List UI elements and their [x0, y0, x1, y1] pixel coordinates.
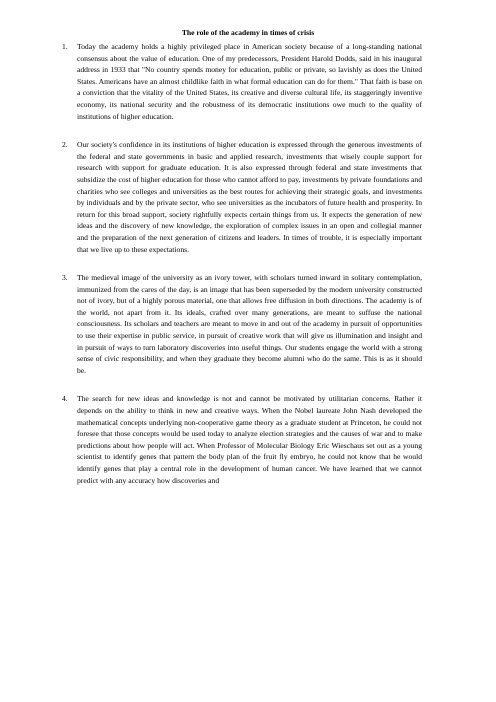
list-item [62, 41, 422, 122]
item-number: 2. [62, 140, 68, 150]
paragraph: The search for new ideas and knowledge is not and cannot be motivated by utilitarian concerns. Rather it depends on the ability to think in new and creative ways. When the Nobel laureate John Nash developed the mathematical concepts underlying non-cooperative game theory as a graduate student at Princeton, he could not foresee that those concepts would be used today to analyze election strategies and the causes of war and to make predictions about how people will act. When Professor of Molecular Biology Eric Wieschaus set out as a young scientist to identify genes that pattern the body plan of the fruit fly embryo, he could not know that he would identify genes that play a central role in the development of human cancer. We have learned that we cannot predict with any accuracy how discoveries and [77, 394, 422, 485]
paragraph: Today the academy holds a highly privileged place in American society because of a long-standing national consensus about the value of education. One of my predecessors, President Harold Dodds, said in his inaugural address in 1933 that "No country spends money for education, public or private, so lavishly as does the United States. Americans have an almost childlike faith in what formal education can do for them." That faith is base on a conviction that the vitality of the United States, its creative and diverse cultural life, its staggeringly inventive economy, its national security and the robustness of its democratic institutions owe much to the quality of institutions of higher education. [77, 42, 422, 121]
paragraph: The medieval image of the university as an ivory tower, with scholars turned inward in solitary contemplation, immunized from the cares of the day, is an image that has been superseded by the modern university constructed not of ivory, but of a highly porous material, one that allows free diffusion in both directions. The academy is of the world, not apart from it. Its ideals, crafted over many generations, are meant to suffuse the national consciousness. Its scholars and teachers are meant to move in and out of the academy in pursuit of opportunities to use their expertise in public service, in pursuit of creative work that will give us illumination and insight and in pursuit of ways to turn laboratory discoveries into useful things. Our students engage the world with a strong sense of civic responsibility, and when they graduate they become alumni who do the same. This is as it should be. [77, 273, 422, 375]
numbered-list [62, 41, 422, 486]
item-number: 1. [62, 42, 68, 51]
list-item [62, 139, 422, 255]
document-title: The role of the academy in times of crisis [181, 28, 315, 37]
list-item [62, 393, 422, 486]
list-item [62, 272, 422, 376]
paragraph: Our society's confidence in its institutions of higher education is expressed through the generous investments of the federal and state governments in basic and applied research, investments that wisely couple support for research with support for graduate education. It is also expressed through federal and state investments that subsidize the cost of higher education for those who cannot afford to pay, investments by private foundations and charities who see colleges and universities as the best routes for achieving their strategic goals, and investments by individuals and by the private sector, who see universities as the incubators of future health and prosperity. In return for this broad support, society rightfully expects certain things from us. It expects the generation of new ideas and the discovery of new knowledge, the exploration of complex issues in an open and collegial manner and the preparation of the next generation of citizens and leaders. In times of trouble, it is especially important that we live up to these expectations. [77, 140, 422, 254]
item-number: 3. [62, 273, 68, 283]
item-number: 4. [62, 394, 68, 404]
